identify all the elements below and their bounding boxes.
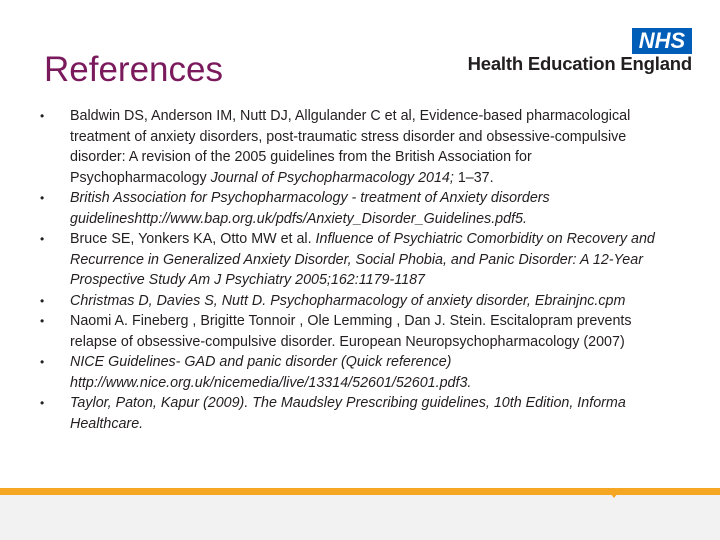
reference-item [0,291,660,312]
footer-area [0,495,720,540]
references-list [0,106,720,434]
reference-item [0,188,660,229]
reference-text: British Association for Psychopharmacology - treatment of Anxiety disorders guidelineshttp://www.bap.org.uk/pdfs/Anxiety_Disorder_Guidelines.pdf5. [70,190,550,227]
reference-text: Baldwin DS, Anderson IM, Nutt DJ, Allgulander C et al, Evidence-based pharmacological treatment of anxiety disorders, post-traumatic stress disorder and obsessive-compulsive disorder: A revision of the 2005 guidelines from the British Association for Psychopharmacology [70,108,631,186]
bullet-icon: • [40,109,45,123]
reference-text: NICE Guidelines- GAD and panic disorder (Quick reference) http://www.nice.org.uk/nicemedia/live/13314/52601/52601.pdf3. [70,354,472,391]
reference-text: Christmas D, Davies S, Nutt D. Psychopharmacology of anxiety disorder, Ebrainjnc.cpm [70,292,626,309]
bullet-icon: • [40,396,45,410]
reference-authors: Bruce SE, Yonkers KA, Otto MW et al. [70,231,316,247]
reference-text: Naomi A. Fineberg , Brigitte Tonnoir , Ole Lemming , Dan J. Stein. Escitalopram prevents relapse of obsessive-compulsive disorder. European Neuropsychopharmacology (2007) [70,313,632,350]
bullet-icon: • [40,355,45,369]
reference-item [0,229,660,291]
bullet-icon: • [40,232,45,246]
bullet-icon: • [40,314,45,328]
reference-journal: Journal of Psychopharmacology 2014; [206,169,458,186]
hee-logo [448,28,694,76]
reference-text: Influence of Psychiatric Comorbidity on Recovery and Recurrence in Generalized Anxiety Disorder, Social Phobia, and Panic Disorder: A 12-Year Prospective Study Am J Psychiatry 2005;162:1179-1187 [70,231,655,288]
reference-item [0,393,660,434]
bullet-icon: • [40,191,45,205]
organisation-name: Health Education England [467,53,692,74]
reference-text: Taylor, Paton, Kapur (2009). The Maudsley Prescribing guidelines, 10th Edition, Informa Healthcare. [70,395,626,432]
reference-pages: 1–37. [457,169,494,186]
reference-item [0,106,660,188]
reference-item [0,311,660,352]
page-title: References [44,50,223,90]
footer-notch-icon [606,484,622,498]
nhs-logo: NHS [632,28,692,54]
bullet-icon: • [40,293,45,308]
reference-item [0,352,660,393]
